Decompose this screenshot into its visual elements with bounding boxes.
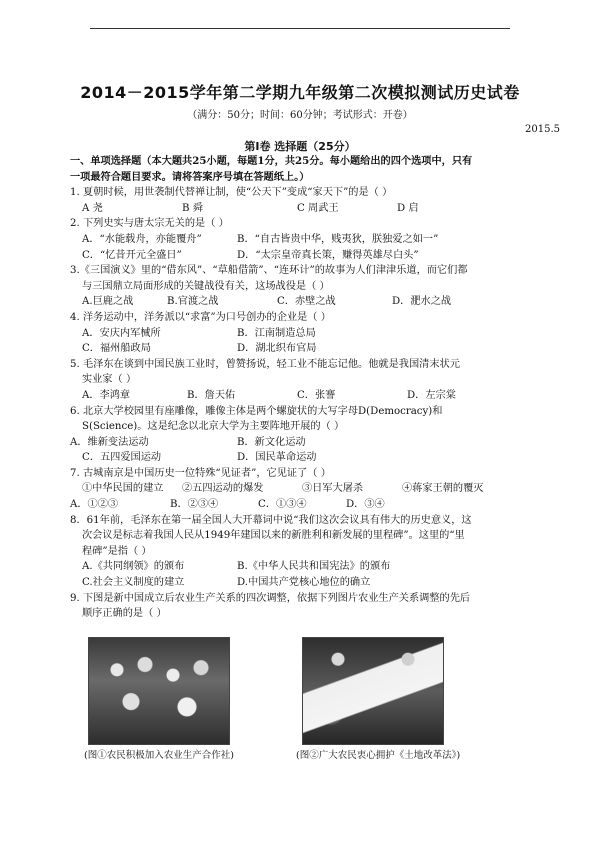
- q4-options-row2: [70, 341, 540, 357]
- q8-option-c: C.社会主义制度的建立: [82, 577, 185, 589]
- q8-option-b: B.《中华人民共和国宪法》的颁布: [237, 561, 391, 573]
- figure-2-photo: [302, 637, 444, 745]
- q2-options-row1: [70, 232, 540, 248]
- q6-option-d: D．国民革命运动: [237, 452, 317, 464]
- instruction-line: 一项最符合题目要求。请将答案序号填在答题纸上。）: [70, 170, 310, 183]
- q7-item-3: ③日军大屠杀: [302, 483, 364, 495]
- exam-subtitle: （满分：50分；时间：60分钟；考试形式：开卷）: [187, 110, 413, 121]
- figure-1-caption: (图①农民积极加入农业生产合作社): [84, 750, 234, 761]
- q7-item-4: ④蒋家王朝的覆灭: [402, 483, 484, 495]
- q1-stem: 1. 夏朝时候，用世袭制代替禅让制，使“公天下”变成“家天下”的是（ ）: [70, 187, 393, 199]
- q6-option-a: A．维新变法运动: [70, 436, 149, 448]
- q9-stem: 9. 下图是新中国成立后农业生产关系的四次调整，依据下列图片农业生产关系调整的先后: [70, 592, 471, 604]
- q1-option-c: C 周武王: [297, 202, 339, 214]
- q8-options-row2: [70, 575, 540, 591]
- q5-stem: 实业家（ ）: [82, 374, 137, 386]
- q6-option-b: B．新文化运动: [237, 436, 306, 448]
- q5-option-a: A．李鸿章: [82, 389, 131, 401]
- q2-stem: 2. 下列史实与唐太宗无关的是（ ）: [70, 218, 229, 230]
- q8-options-row1: [70, 559, 540, 575]
- figure-2-caption: (图②广大农民衷心拥护《土地改革法》): [296, 750, 461, 761]
- q5-option-b: B．詹天佑: [187, 389, 236, 401]
- q5-option-c: C．张謇: [297, 389, 336, 401]
- q4-option-c: C．福州船政局: [82, 343, 151, 355]
- q3-option-c: C．赤壁之战: [277, 296, 336, 308]
- q7-option-a: A．①②③: [70, 499, 119, 511]
- q2-option-c: C．“忆昔开元全盛日”: [82, 249, 182, 261]
- q7-items: [70, 481, 540, 497]
- q6-options-row1: [70, 435, 540, 451]
- q7-item-2: ②五四运动的爆发: [182, 483, 264, 495]
- q2-option-d: D．“太宗皇帝真长策，赚得英雄尽白头”: [237, 249, 419, 261]
- exam-date: 2015.5: [525, 124, 560, 135]
- q3-option-b: B.官渡之战: [167, 296, 219, 308]
- q5-option-d: D．左宗棠: [407, 389, 456, 401]
- section-heading: 第Ⅰ卷 选择题（25分）: [244, 140, 356, 153]
- q2-option-a: A．“水能载舟，亦能覆舟”: [82, 233, 202, 245]
- q7-options: [70, 497, 540, 513]
- q3-option-a: A.巨鹿之战: [82, 296, 134, 308]
- q5-stem: 5. 毛泽东在谈到中国民族工业时，曾赞扬说，轻工业不能忘记他。他就是我国清末状元: [70, 358, 460, 370]
- question-body: [70, 154, 540, 622]
- q5-options: [70, 388, 540, 404]
- q4-option-b: B．江南制造总局: [237, 327, 316, 339]
- q3-stem: 与三国鼎立局面形成的关键战役有关，这场战役是（ ）: [82, 280, 330, 292]
- q6-stem: S(Science)。这是纪念以北京大学为主要阵地开展的（ ）: [82, 421, 345, 433]
- q8-option-d: D.中国共产党核心地位的确立: [237, 577, 371, 589]
- q8-option-a: A.《共同纲领》的颁布: [82, 561, 185, 573]
- q4-stem: 4. 洋务运动中，洋务派以“求富”为口号创办的企业是（ ）: [70, 311, 331, 323]
- q3-option-d: D．淝水之战: [392, 296, 452, 308]
- q6-options-row2: [70, 450, 540, 466]
- q9-stem: 顺序正确的是（ ）: [82, 608, 167, 620]
- q1-options: [70, 201, 540, 217]
- q3-stem: 3.《三国演义》里的“借东风”、“草船借箭”、“连环计”的故事为人们津津乐道，而它们都: [70, 265, 468, 277]
- q4-options-row1: [70, 326, 540, 342]
- q6-option-c: C．五四爱国运动: [82, 452, 162, 464]
- q1-option-a: A 尧: [82, 202, 103, 214]
- q2-options-row2: [70, 248, 540, 264]
- q2-option-b: B．“自古皆贵中华，贱夷狄，朕独爱之如一”: [237, 233, 439, 245]
- q8-stem: 程碑”是指（ ）: [82, 545, 152, 557]
- q1-option-d: D 启: [397, 202, 419, 214]
- header-rule: [90, 28, 510, 29]
- q8-stem: 次会议是标志着我国人民从1949年建国以来的新胜利和新发展的里程碑”。这里的“里: [82, 530, 465, 542]
- q4-option-a: A．安庆内军械所: [82, 327, 161, 339]
- q7-option-d: D．③④: [346, 499, 385, 511]
- q4-option-d: D．湖北织布官局: [237, 343, 317, 355]
- q7-option-b: B．②③④: [170, 499, 219, 511]
- instruction-line: 一、单项选择题（本大题共25小题，每题1分，共25分。每小题给出的四个选项中，只有: [70, 155, 473, 167]
- q3-options: [70, 294, 540, 310]
- q1-option-b: B 舜: [182, 202, 203, 214]
- figure-1-photo: [88, 637, 230, 745]
- q6-stem: 6. 北京大学校园里有座雕像，雕像主体是两个螺旋状的大写字母D(Democracy)和: [70, 405, 443, 417]
- q8-stem: 8．61年前，毛泽东在第一届全国人大开幕词中说“我们这次会议具有伟大的历史意义，这: [70, 514, 472, 526]
- exam-title: 2014－2015学年第二学期九年级第二次模拟测试历史试卷: [80, 83, 520, 102]
- q7-item-1: ①中华民国的建立: [82, 483, 164, 495]
- q7-option-c: C．①③④: [258, 499, 307, 511]
- q7-stem: 7. 古城南京是中国历史一位特殊“见证者”，它见证了（ ）: [70, 467, 331, 479]
